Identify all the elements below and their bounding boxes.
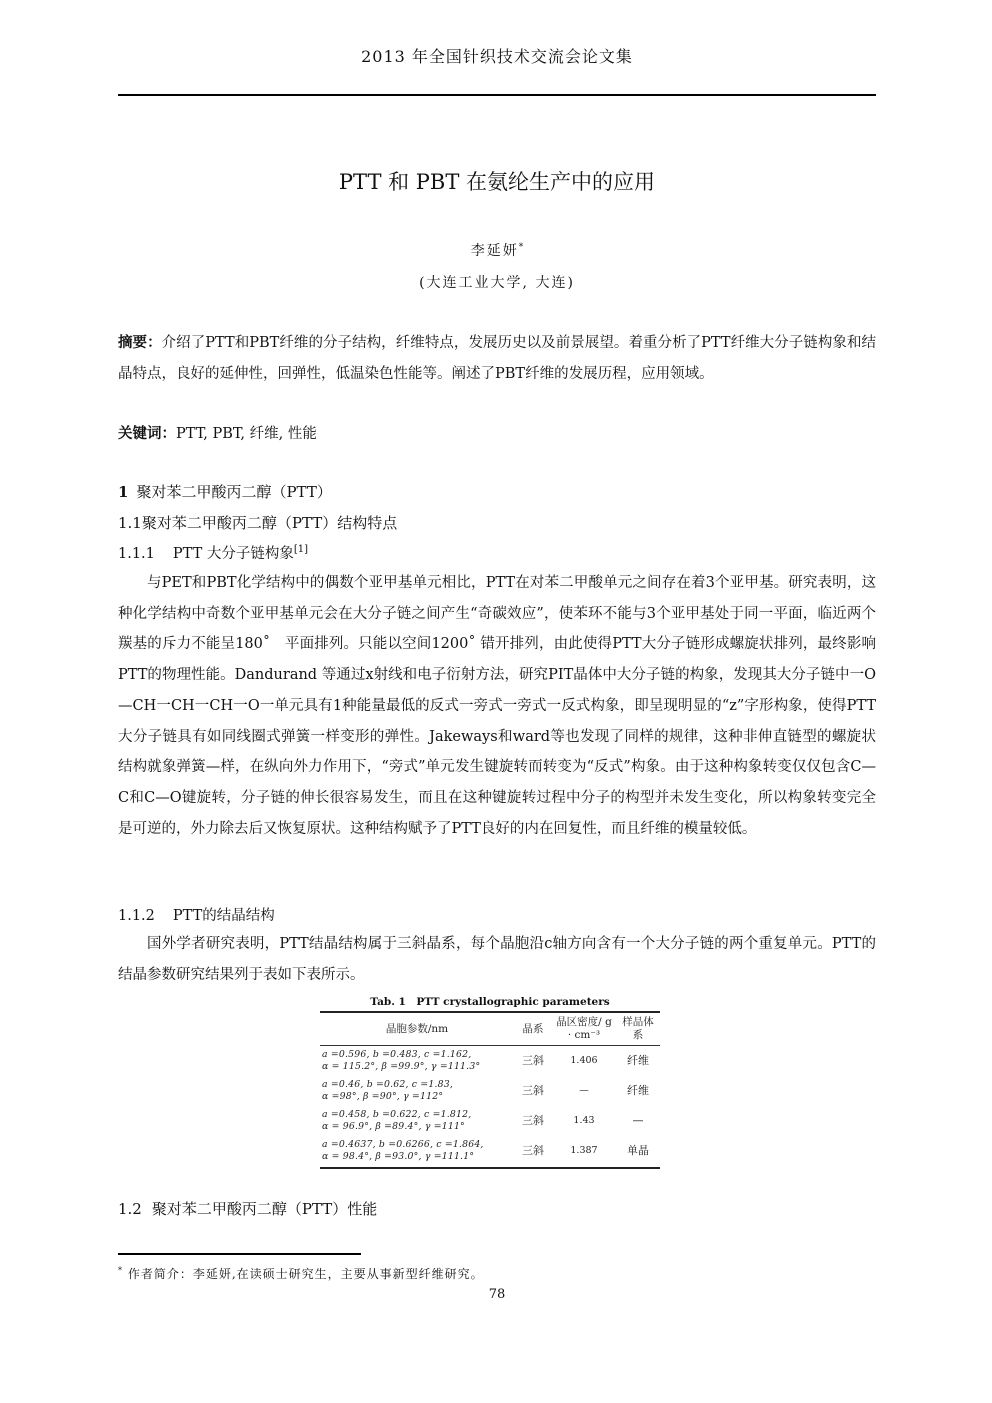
table-header: 晶区密度/ g · cm⁻³ [552, 1012, 616, 1046]
params-line: α = 115.2°, β =99.9°, γ =111.3° [322, 1061, 481, 1072]
author-name: 李延妍 [470, 243, 519, 259]
cell-density: 1.406 [570, 1055, 598, 1066]
abstract [118, 328, 876, 389]
cell-sample-form: 纤维 [627, 1084, 649, 1097]
abstract-text: 介绍了PTT和PBT纤维的分子结构，纤维特点，发展历史以及前景展望。着重分析了PTT纤维大分子链构象和结晶特点，良好的延伸性，回弹性，低温染色性能等。阐述了PBT纤维的发展历程，应用领域。 [118, 335, 876, 382]
author-footnote-mark: * [518, 242, 524, 253]
cell-sample-form: 纤维 [627, 1054, 649, 1067]
section-number: 1.2 [118, 1200, 142, 1218]
cell-density: 1.387 [552, 1136, 616, 1168]
author [118, 240, 876, 260]
table-header-row [320, 1012, 660, 1046]
table-row [320, 1136, 660, 1168]
section-heading-1-1-2 [118, 904, 275, 925]
params-line: a =0.596, b =0.483, c =1.162, [322, 1049, 472, 1060]
section-heading-1-2 [118, 1198, 377, 1219]
header-rule [118, 94, 876, 96]
table-header: 晶系 [514, 1012, 552, 1046]
section-title: 聚对苯二甲酸丙二醇（PTT） [136, 483, 332, 501]
running-header: 2013 年全国针织技术交流会论文集 [361, 47, 633, 66]
section-number: 1.1.1 [118, 546, 155, 562]
cell-crystal-system: 三斜 [514, 1136, 552, 1168]
cell-density: — [579, 1085, 589, 1096]
params-line: a =0.46, b =0.62, c =1.83, [322, 1079, 454, 1090]
section-heading-1 [118, 481, 332, 502]
cell-parameters [320, 1046, 514, 1077]
cell-sample-form: — [632, 1114, 644, 1127]
section-heading-1-1 [118, 512, 397, 533]
footnote-mark: * [118, 1266, 123, 1275]
paper-title: PTT 和 PBT 在氨纶生产中的应用 [338, 170, 656, 194]
abstract-label: 摘要： [118, 334, 162, 351]
keywords-text: PTT, PBT, 纤维, 性能 [176, 426, 317, 442]
footnote-text: 作者简介：李延妍,在读硕士研究生，主要从事新型纤维研究。 [123, 1267, 484, 1281]
paragraph-chain-conformation: 与PET和PBT化学结构中的偶数个亚甲基单元相比，PTT在对苯二甲酸单元之间存在着3个亚甲基。研究表明，这种化学结构中奇数个亚甲基单元会在大分子链之间产生“奇碳效应”，使苯环不能与3个亚甲基处于同一平面，临近两个羰基的斥力不能呈180˚ 平面排列。只能以空间1200˚ 错开排列，由此使得PTT大分子链形成螺旋状排列，最终影响PTT的物理性能。Dandurand 等通过x射线和电子衍射方法，研究PIT晶体中大分子链的构象，发现其大分子链中一O—CH一CH一CH一O一单元具有1种能量最低的反式一旁式一旁式一反式构象，即呈现明显的“z”字形构象，使得PTT大分子链具有如同线圈式弹簧一样变形的弹性。Jakeways和ward等也发现了同样的规律，这种非伸直链型的螺旋状结构就象弹簧—样，在纵向外力作用下，“旁式”单元发生键旋转而转变为“反式”构象。由于这种构象转变仅仅包含C—C和C—O键旋转，分子链的伸长很容易发生，而且在这种键旋转过程中分子的构型并未发生变化，所以构象转变完全是可逆的，外力除去后又恢复原状。这种结构赋予了PTT良好的内在回复性，而且纤维的模量较低。 [118, 575, 876, 837]
section-title: PTT的结晶结构 [172, 908, 275, 924]
table-header: 晶胞参数/nm [320, 1012, 514, 1046]
paragraph-crystal-structure: 国外学者研究表明，PTT结晶结构属于三斜晶系，每个晶胞沿c轴方向含有一个大分子链的两个重复单元。PTT的结晶参数研究结果列于表如下表所示。 [118, 936, 876, 983]
table-row [320, 1106, 660, 1136]
params-line: α = 98.4°, β =93.0°, γ =111.1° [322, 1151, 475, 1162]
keywords [118, 419, 876, 450]
cell-parameters [320, 1136, 514, 1168]
section-number: 1.1 [118, 514, 142, 532]
cell-sample-form: 单晶 [616, 1136, 660, 1168]
cell-parameters [320, 1106, 514, 1136]
params-line: a =0.4637, b =0.6266, c =1.864, [322, 1139, 484, 1150]
params-line: α = 96.9°, β =89.4°, γ =111° [322, 1121, 465, 1132]
section-title: 聚对苯二甲酸丙二醇（PTT）结构特点 [141, 514, 398, 532]
params-line: a =0.458, b =0.622, c =1.812, [322, 1109, 472, 1120]
section-title: 聚对苯二甲酸丙二醇（PTT）性能 [151, 1200, 378, 1218]
crystallographic-table [320, 1011, 660, 1169]
cell-crystal-system: 三斜 [522, 1084, 544, 1097]
keywords-label: 关键词： [118, 425, 176, 442]
citation-ref: [1] [293, 544, 309, 556]
page-number: 78 [488, 1287, 506, 1302]
footnote-rule [118, 1253, 361, 1255]
table-header: 样品体系 [616, 1012, 660, 1046]
section-number: 1 [118, 483, 129, 501]
table-row [320, 1076, 660, 1106]
params-line: α =98°, β =90°, γ =112° [322, 1091, 444, 1102]
table-caption: Tab. 1 PTT crystallographic parameters [370, 996, 610, 1008]
section-title: PTT 大分子链构象 [172, 546, 294, 562]
cell-crystal-system: 三斜 [522, 1114, 544, 1127]
affiliation: (大连工业大学, 大连) [419, 275, 575, 291]
section-number: 1.1.2 [118, 908, 155, 924]
cell-parameters [320, 1076, 514, 1106]
cell-crystal-system: 三斜 [522, 1054, 544, 1067]
table-row [320, 1046, 660, 1077]
cell-density: 1.43 [573, 1115, 595, 1126]
footnote [118, 1265, 484, 1282]
section-heading-1-1-1 [118, 542, 308, 563]
